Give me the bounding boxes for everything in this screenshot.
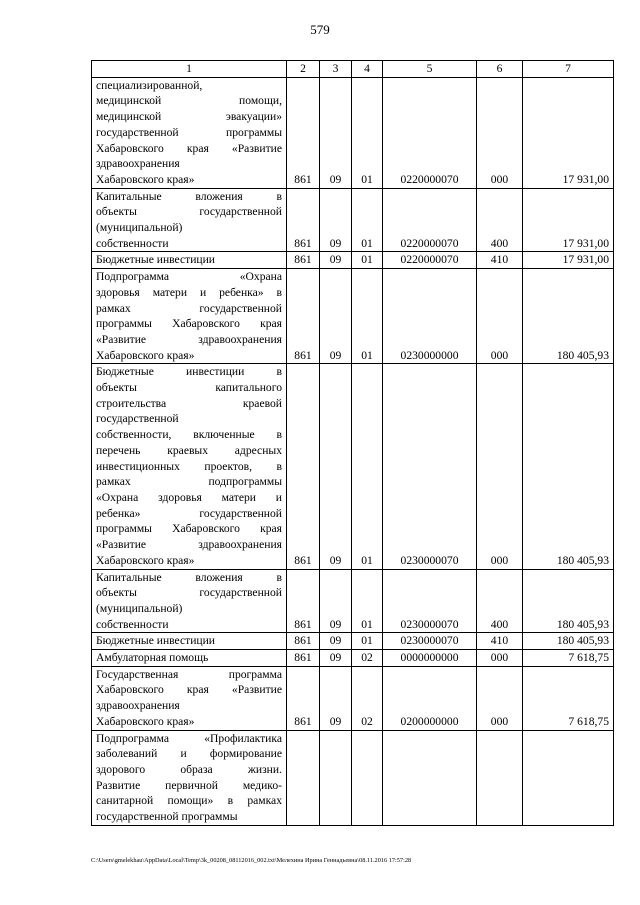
description-line: здравоохранения	[96, 699, 180, 713]
description-line: (муниципальной)	[96, 221, 183, 235]
description-line: Развитие первичной медико-	[96, 778, 282, 792]
description-line: перечень краевых адресных	[96, 443, 282, 457]
expense-type-code: 410	[477, 252, 523, 269]
description-line: объекты государственной	[96, 205, 282, 219]
subsection-code: 01	[352, 77, 383, 188]
target-article-code: 0220000070	[383, 252, 477, 269]
description-line: Капитальные вложения в	[96, 570, 282, 584]
row-description	[92, 666, 287, 730]
amount	[523, 730, 614, 825]
header-cell-2: 2	[287, 61, 320, 78]
table-row	[92, 650, 614, 667]
ministry-code: 861	[287, 650, 320, 667]
description-line: собственности	[96, 617, 169, 631]
subsection-code: 01	[352, 569, 383, 633]
table-row	[92, 252, 614, 269]
description-line: Подпрограмма «Охрана	[96, 270, 282, 284]
expense-type-code: 000	[477, 269, 523, 364]
description-line: Амбулаторная помощь	[96, 651, 209, 665]
description-line: Хабаровского края»	[96, 172, 195, 186]
expense-type-code	[477, 730, 523, 825]
header-cell-3: 3	[320, 61, 352, 78]
description-line: инвестиционных проектов, в	[96, 459, 282, 473]
table-row	[92, 364, 614, 569]
amount: 17 931,00	[523, 77, 614, 188]
amount: 7 618,75	[523, 666, 614, 730]
table-row	[92, 269, 614, 364]
subsection-code: 01	[352, 633, 383, 650]
section-code: 09	[320, 666, 352, 730]
description-line: здравоохранения	[96, 157, 180, 171]
description-line: (муниципальной)	[96, 601, 183, 615]
table-body	[92, 61, 614, 826]
description-line: объекты государственной	[96, 586, 282, 600]
ministry-code: 861	[287, 188, 320, 252]
row-description	[92, 188, 287, 252]
subsection-code: 01	[352, 188, 383, 252]
description-line: Бюджетные инвестиции	[96, 634, 216, 648]
amount: 7 618,75	[523, 650, 614, 667]
description-line: государственной программы	[96, 125, 282, 139]
description-line: здоровья матери и ребенка» в	[96, 285, 282, 299]
description-line: ребенка» государственной	[96, 506, 282, 520]
target-article-code: 0220000070	[383, 188, 477, 252]
section-code: 09	[320, 364, 352, 569]
page-number: 579	[310, 22, 330, 37]
description-line: Бюджетные инвестиции	[96, 253, 216, 267]
expense-type-code: 410	[477, 633, 523, 650]
section-code: 09	[320, 77, 352, 188]
expense-type-code: 000	[477, 666, 523, 730]
description-line: Хабаровского края»	[96, 348, 195, 362]
description-line: медицинской эвакуации»	[96, 110, 282, 124]
description-line: собственности	[96, 236, 169, 250]
header-cell-6: 6	[477, 61, 523, 78]
subsection-code: 01	[352, 269, 383, 364]
section-code: 09	[320, 269, 352, 364]
target-article-code: 0200000000	[383, 666, 477, 730]
table-row	[92, 666, 614, 730]
row-description	[92, 633, 287, 650]
amount: 180 405,93	[523, 633, 614, 650]
expense-type-code: 000	[477, 77, 523, 188]
expense-type-code: 000	[477, 650, 523, 667]
description-line: Хабаровского края»	[96, 714, 195, 728]
row-description	[92, 77, 287, 188]
header-cell-7: 7	[523, 61, 614, 78]
row-description	[92, 730, 287, 825]
description-line: программы Хабаровского края	[96, 522, 282, 536]
description-line: государственной программы	[96, 810, 238, 824]
section-code: 09	[320, 633, 352, 650]
description-line: рамках подпрограммы	[96, 475, 282, 489]
amount: 180 405,93	[523, 569, 614, 633]
amount: 180 405,93	[523, 364, 614, 569]
ministry-code: 861	[287, 252, 320, 269]
section-code: 09	[320, 569, 352, 633]
ministry-code: 861	[287, 569, 320, 633]
subsection-code: 02	[352, 666, 383, 730]
file-path-footer: C:\Users\gmelekhau\AppData\Local\Temp\3k_00208_08112016_002.txt\Мелехина Ирина Геннадьевна\08.11.2016 17:57:28	[91, 857, 412, 864]
table-row	[92, 77, 614, 188]
description-line: «Охрана здоровья матери и	[96, 490, 282, 504]
table-row	[92, 730, 614, 825]
subsection-code	[352, 730, 383, 825]
ministry-code: 861	[287, 633, 320, 650]
target-article-code: 0220000070	[383, 77, 477, 188]
ministry-code: 861	[287, 269, 320, 364]
amount: 180 405,93	[523, 269, 614, 364]
description-line: «Развитие здравоохранения	[96, 332, 282, 346]
description-line: Подпрограмма «Профилактика	[96, 731, 282, 745]
target-article-code: 0000000000	[383, 650, 477, 667]
description-line: санитарной помощи» в рамках	[96, 794, 282, 808]
row-description	[92, 650, 287, 667]
description-line: программы Хабаровского края	[96, 317, 282, 331]
header-cell-5: 5	[383, 61, 477, 78]
table-row	[92, 569, 614, 633]
header-cell-1: 1	[92, 61, 287, 78]
row-description	[92, 252, 287, 269]
description-line: Бюджетные инвестиции в	[96, 365, 282, 379]
target-article-code	[383, 730, 477, 825]
header-row	[92, 61, 614, 78]
description-line: строительства краевой	[96, 396, 282, 410]
description-line: медицинской помощи,	[96, 94, 282, 108]
section-code	[320, 730, 352, 825]
amount: 17 931,00	[523, 252, 614, 269]
description-line: объекты капитального	[96, 381, 282, 395]
target-article-code: 0230000070	[383, 633, 477, 650]
subsection-code: 02	[352, 650, 383, 667]
expense-type-code: 400	[477, 188, 523, 252]
ministry-code: 861	[287, 666, 320, 730]
description-line: Хабаровского края «Развитие	[96, 683, 282, 697]
header-cell-4: 4	[352, 61, 383, 78]
description-line: Капитальные вложения в	[96, 189, 282, 203]
table-row	[92, 188, 614, 252]
section-code: 09	[320, 188, 352, 252]
target-article-code: 0230000070	[383, 569, 477, 633]
description-line: Государственная программа	[96, 667, 282, 681]
ministry-code	[287, 730, 320, 825]
section-code: 09	[320, 650, 352, 667]
budget-table	[91, 60, 614, 826]
amount: 17 931,00	[523, 188, 614, 252]
row-description	[92, 269, 287, 364]
ministry-code: 861	[287, 364, 320, 569]
section-code: 09	[320, 252, 352, 269]
description-line: «Развитие здравоохранения	[96, 538, 282, 552]
table-row	[92, 633, 614, 650]
subsection-code: 01	[352, 252, 383, 269]
description-line: заболеваний и формирование	[96, 747, 282, 761]
description-line: специализированной,	[96, 78, 203, 92]
row-description	[92, 569, 287, 633]
description-line: собственности, включенные в	[96, 428, 282, 442]
target-article-code: 0230000070	[383, 364, 477, 569]
description-line: здорового образа жизни.	[96, 762, 282, 776]
subsection-code: 01	[352, 364, 383, 569]
expense-type-code: 400	[477, 569, 523, 633]
description-line: Хабаровского края «Развитие	[96, 141, 282, 155]
description-line: Хабаровского края»	[96, 553, 195, 567]
expense-type-code: 000	[477, 364, 523, 569]
row-description	[92, 364, 287, 569]
target-article-code: 0230000000	[383, 269, 477, 364]
ministry-code: 861	[287, 77, 320, 188]
description-line: государственной	[96, 412, 179, 426]
description-line: рамках государственной	[96, 301, 282, 315]
